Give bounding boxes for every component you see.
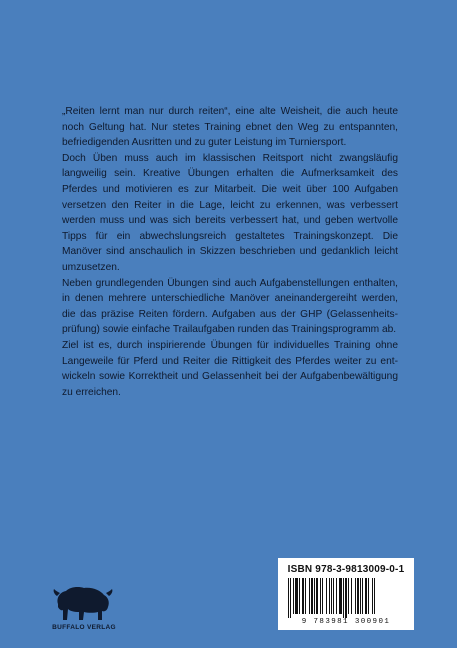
barcode-bar xyxy=(374,578,375,614)
barcode-bar xyxy=(309,578,310,614)
isbn-barcode xyxy=(278,558,414,630)
barcode-bar xyxy=(339,578,342,614)
barcode-bar xyxy=(314,578,315,614)
barcode-bar xyxy=(336,578,337,614)
publisher-logo xyxy=(46,584,122,634)
barcode-bar xyxy=(343,578,344,618)
barcode-bar xyxy=(351,578,352,614)
barcode-bar xyxy=(360,578,361,614)
barcode-bar xyxy=(305,578,306,614)
barcode-bar xyxy=(288,578,289,618)
barcode-bars xyxy=(288,578,404,618)
barcode-bar xyxy=(290,578,291,618)
barcode-bar xyxy=(329,578,330,614)
blurb-paragraph-4: Ziel ist es, durch inspirierende Übungen für individuelles Training ohne Langeweile für Pferd und Reiter die Rittigkeit des Pferdes weiter zu entwickeln sowie Korrektheit und Gelassenheit bei der Aufgabenbewältigung zu erreichen. xyxy=(62,339,398,398)
barcode-bar xyxy=(295,578,298,614)
barcode-bar xyxy=(345,578,347,618)
blurb-paragraph-2: Doch Üben muss auch im klassischen Reitsport nicht zwangsläufig langweilig sein. Kreative Übungen erhalten die Aufmerksamkeit des Pferdes und motivieren es zur Mitarbeit. Die weit über 100 Aufgaben versetzen den Reiter in die Lage, leicht zu erkennen, was verbessert werden muss und was sich bereits verbessert hat, und geben wertvolle Tipps für ein abwechslungsreich gestaltetes Trainingskonzept. Die Manöver sind anschaulich in Skizzen beschrieben und gedanklich leicht umzusetzen. xyxy=(62,152,398,273)
buffalo-icon xyxy=(52,584,114,624)
barcode-bar xyxy=(316,578,318,614)
isbn-label: ISBN 978-3-9813009-0-1 xyxy=(287,564,405,575)
blurb-text xyxy=(62,104,398,400)
barcode-bar xyxy=(357,578,359,614)
barcode-bar xyxy=(299,578,300,614)
barcode-bar xyxy=(320,578,321,614)
blurb-paragraph-1: „Reiten lernt man nur durch reiten“, eine alte Weisheit, die auch heute noch Geltung hat. Nur stetes Training ebnet den Weg zu entspannten, befriedigenden Ausritten und zu guter Leistung im Turniersport. xyxy=(62,106,398,149)
barcode-bar xyxy=(302,578,304,614)
barcode-bar xyxy=(368,578,369,614)
barcode-bar xyxy=(362,578,363,614)
barcode-bar xyxy=(372,578,373,614)
barcode-bar xyxy=(331,578,332,614)
barcode-bar xyxy=(333,578,334,614)
barcode-digits: 9 783981 300901 xyxy=(301,618,391,626)
publisher-name: BUFFALO VERLAG xyxy=(52,624,116,631)
barcode-bar xyxy=(355,578,356,614)
barcode-bar xyxy=(326,578,327,614)
blurb-paragraph-3: Neben grundlegenden Übungen sind auch Aufgabenstellungen enthalten, in denen mehrere unterschiedliche Manöver aneinandergereiht werden, die das präzise Reiten fördern. Aufgaben aus der GHP (Gelassenheitsprüfung) sowie einfache Trailaufgaben runden das Trainingsprogramm ab. xyxy=(62,277,398,336)
barcode-bar xyxy=(322,578,323,614)
barcode-bar xyxy=(365,578,367,614)
barcode-bar xyxy=(348,578,349,614)
barcode-bar xyxy=(293,578,294,614)
barcode-bar xyxy=(311,578,313,614)
